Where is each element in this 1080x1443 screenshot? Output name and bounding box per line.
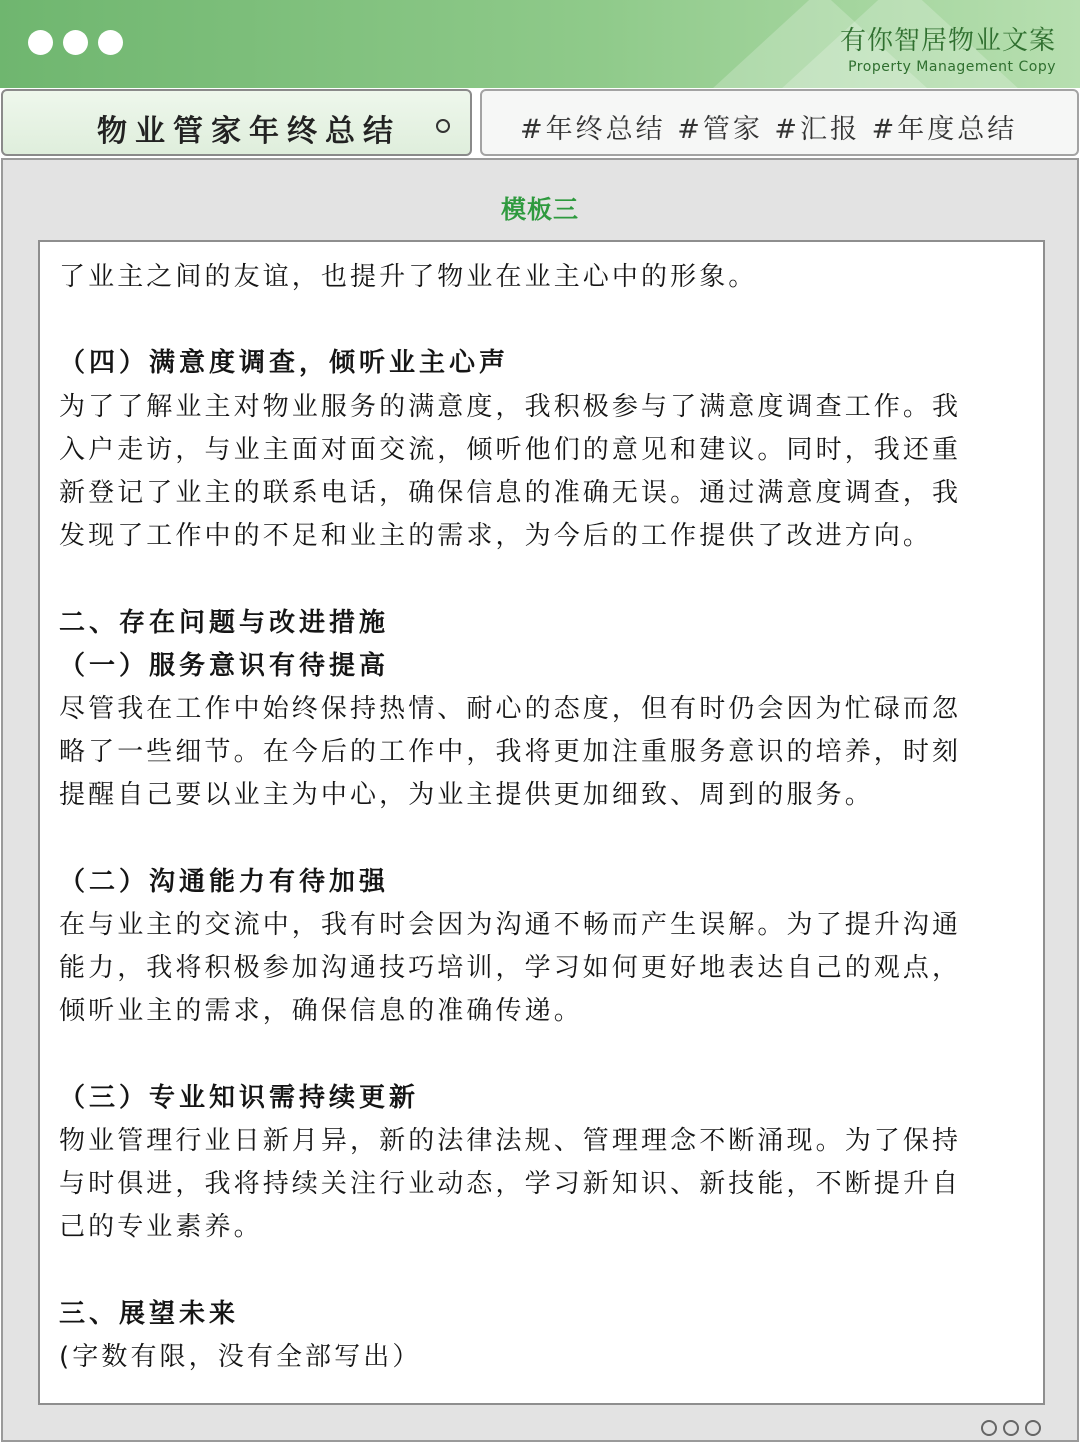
brand-subtitle: Property Management Copy xyxy=(848,59,1056,75)
paragraph-line: 为了了解业主对物业服务的满意度，我积极参与了满意度调查工作。我 xyxy=(59,391,962,422)
paragraph-line: 倾听业主的需求，确保信息的准确传递。 xyxy=(59,996,583,1027)
header-bar xyxy=(0,0,1080,88)
section-heading: （四）满意度调查，倾听业主心声 xyxy=(59,348,510,379)
section-heading: 三、展望未来 xyxy=(59,1298,240,1329)
paragraph-line: 能力，我将积极参加沟通技巧培训，学习如何更好地表达自己的观点， xyxy=(59,953,962,984)
document-body xyxy=(59,256,1029,1379)
section-heading: 二、存在问题与改进措施 xyxy=(59,607,390,638)
section-heading: （二）沟通能力有待加强 xyxy=(59,866,390,897)
document-paper xyxy=(38,240,1045,1405)
paragraph-line: 物业管理行业日新月异，新的法律法规、管理理念不断涌现。为了保持 xyxy=(59,1126,962,1156)
paragraph-line: 在与业主的交流中，我有时会因为沟通不畅而产生误解。为了提升沟通 xyxy=(59,910,962,940)
tags-label: #年终总结 #管家 #汇报 #年度总结 xyxy=(520,114,1018,145)
paragraph-line: 己的专业素养。 xyxy=(59,1212,263,1243)
paragraph-line: 略了一些细节。在今后的工作中，我将更加注重服务意识的培养，时刻 xyxy=(59,737,962,768)
tab-main[interactable] xyxy=(1,89,472,156)
content-frame xyxy=(1,158,1079,1442)
paragraph-line: 新登记了业主的联系电话，确保信息的准确无误。通过满意度调查，我 xyxy=(59,478,962,508)
brand-title: 有你智居物业文案 xyxy=(839,26,1056,56)
circle-icon xyxy=(1003,1420,1019,1436)
section-heading: （一）服务意识有待提高 xyxy=(59,650,390,681)
window-dots xyxy=(28,30,123,55)
dot-icon xyxy=(63,30,88,55)
paragraph-line: 发现了工作中的不足和业主的需求，为今后的工作提供了改进方向。 xyxy=(59,521,933,552)
circle-icon[interactable] xyxy=(436,119,450,133)
paragraph-line: 入户走访，与业主面对面交流，倾听他们的意见和建议。同时，我还重 xyxy=(59,434,962,465)
paragraph: 了业主之间的友谊，也提升了物业在业主心中的形象。 xyxy=(59,262,758,292)
paragraph-line: 与时俱进，我将持续关注行业动态，学习新知识、新技能，不断提升自 xyxy=(59,1169,962,1200)
pager-dots xyxy=(981,1420,1041,1436)
dot-icon xyxy=(98,30,123,55)
brand-block xyxy=(840,20,1056,75)
circle-icon xyxy=(981,1420,997,1436)
dot-icon xyxy=(28,30,53,55)
paragraph-line: 提醒自己要以业主为中心，为业主提供更加细致、周到的服务。 xyxy=(59,780,874,811)
circle-icon xyxy=(1025,1420,1041,1436)
tab-tags[interactable] xyxy=(480,89,1079,156)
tab-main-title: 物业管家年终总结 xyxy=(97,114,401,149)
paragraph-line: 尽管我在工作中始终保持热情、耐心的态度，但有时仍会因为忙碌而忽 xyxy=(59,694,962,724)
section-heading: （三）专业知识需持续更新 xyxy=(59,1082,420,1113)
paragraph-line: (字数有限，没有全部写出） xyxy=(59,1342,422,1372)
template-title: 模板三 xyxy=(500,195,579,224)
